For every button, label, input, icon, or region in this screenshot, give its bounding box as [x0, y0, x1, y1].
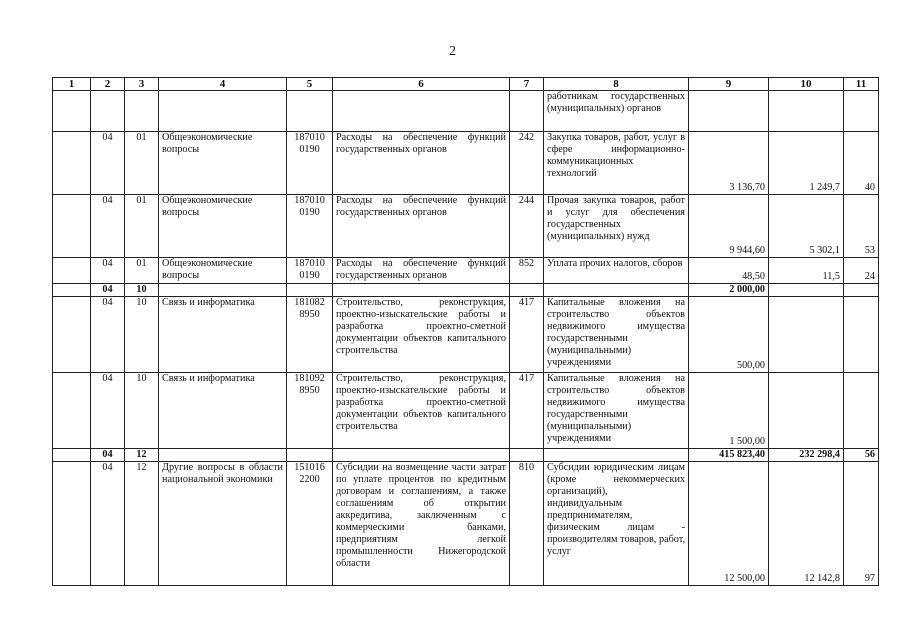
table-cell-col1	[53, 284, 91, 297]
table-cell-col2: 04	[91, 195, 125, 258]
table-cell-col5: 187010 0190	[287, 258, 333, 284]
table-cell-col8: Капитальные вложения на строительство объектов недвижимого имущества государственными (муниципальными) учреждениями	[544, 297, 689, 373]
table-cell-col4: Связь и информатика	[159, 373, 287, 449]
table-cell-col10: 5 302,1	[769, 195, 844, 258]
table-cell-col9: 3 136,70	[689, 132, 769, 195]
table-cell-col2	[91, 91, 125, 132]
header-cell: 11	[844, 78, 879, 91]
table-cell-col7: 852	[510, 258, 544, 284]
table-cell-col2: 04	[91, 462, 125, 586]
header-cell: 5	[287, 78, 333, 91]
table-cell-col10	[769, 284, 844, 297]
table-row	[53, 449, 879, 462]
table-cell-col1	[53, 449, 91, 462]
table-cell-col2: 04	[91, 258, 125, 284]
header-row	[53, 78, 879, 91]
table-cell-col5: 181092 8950	[287, 373, 333, 449]
table-cell-col1	[53, 258, 91, 284]
table-row	[53, 284, 879, 297]
table-cell-col11	[844, 373, 879, 449]
table-cell-col2: 04	[91, 297, 125, 373]
table-cell-col6	[333, 284, 510, 297]
table-cell-col3	[125, 91, 159, 132]
table-cell-col3: 01	[125, 258, 159, 284]
table-cell-col5: 151016 2200	[287, 462, 333, 586]
table-cell-col6: Расходы на обеспечение функций государственных органов	[333, 132, 510, 195]
table-cell-col4: Общеэкономические вопросы	[159, 195, 287, 258]
table-cell-col6: Расходы на обеспечение функций государственных органов	[333, 258, 510, 284]
table-cell-col9: 12 500,00	[689, 462, 769, 586]
budget-table	[52, 77, 879, 586]
table-cell-col3: 10	[125, 297, 159, 373]
table-cell-col3: 01	[125, 132, 159, 195]
table-cell-col2: 04	[91, 373, 125, 449]
table-row	[53, 297, 879, 373]
table-cell-col4: Связь и информатика	[159, 297, 287, 373]
table-cell-col2: 04	[91, 449, 125, 462]
table-cell-col4: Общеэкономические вопросы	[159, 132, 287, 195]
table-cell-col2: 04	[91, 132, 125, 195]
table-cell-col11: 24	[844, 258, 879, 284]
table-cell-col6: Строительство, реконструкция, проектно-изыскательские работы и разработка проектно-сметной документации объектов капитального строительства	[333, 373, 510, 449]
table-cell-col3: 12	[125, 449, 159, 462]
table-cell-col5	[287, 284, 333, 297]
table-cell-col3: 10	[125, 284, 159, 297]
table-cell-col4	[159, 284, 287, 297]
header-cell: 1	[53, 78, 91, 91]
table-cell-col10	[769, 297, 844, 373]
table-cell-col6	[333, 449, 510, 462]
header-cell: 7	[510, 78, 544, 91]
table-cell-col9: 48,50	[689, 258, 769, 284]
table-cell-col5: 181082 8950	[287, 297, 333, 373]
table-cell-col6: Строительство, реконструкция, проектно-изыскательские работы и разработка проектно-сметной документации объектов капитального строительства	[333, 297, 510, 373]
table-row	[53, 91, 879, 132]
header-cell: 4	[159, 78, 287, 91]
table-cell-col7: 242	[510, 132, 544, 195]
table-cell-col7: 810	[510, 462, 544, 586]
table-cell-col8	[544, 284, 689, 297]
header-cell: 9	[689, 78, 769, 91]
table-cell-col1	[53, 91, 91, 132]
table-cell-col7: 244	[510, 195, 544, 258]
table-cell-col4	[159, 91, 287, 132]
table-row	[53, 462, 879, 586]
table-cell-col7: 417	[510, 373, 544, 449]
table-cell-col9: 415 823,40	[689, 449, 769, 462]
table-cell-col9: 500,00	[689, 297, 769, 373]
table-cell-col11: 40	[844, 132, 879, 195]
table-row	[53, 195, 879, 258]
header-cell: 3	[125, 78, 159, 91]
table-cell-col6: Расходы на обеспечение функций государственных органов	[333, 195, 510, 258]
table-cell-col8: Прочая закупка товаров, работ и услуг для обеспечения государственных (муниципальных) нужд	[544, 195, 689, 258]
table-cell-col3: 01	[125, 195, 159, 258]
table-cell-col5: 187010 0190	[287, 195, 333, 258]
table-row	[53, 373, 879, 449]
table-cell-col10: 1 249,7	[769, 132, 844, 195]
table-cell-col3: 12	[125, 462, 159, 586]
table-cell-col1	[53, 195, 91, 258]
table-cell-col8: работникам государственных (муниципальных) органов	[544, 91, 689, 132]
table-cell-col5	[287, 449, 333, 462]
table-cell-col11: 97	[844, 462, 879, 586]
table-cell-col1	[53, 462, 91, 586]
table-cell-col4: Общеэкономические вопросы	[159, 258, 287, 284]
table-cell-col11: 56	[844, 449, 879, 462]
table-cell-col1	[53, 373, 91, 449]
page-number: 2	[449, 44, 456, 59]
table-cell-col4	[159, 449, 287, 462]
table-cell-col2: 04	[91, 284, 125, 297]
table-cell-col9: 1 500,00	[689, 373, 769, 449]
table-cell-col10	[769, 91, 844, 132]
table-cell-col8: Субсидии юридическим лицам (кроме некоммерческих организаций), индивидуальным предпринимателям, физическим лицам - производителям товаров, работ, услуг	[544, 462, 689, 586]
table-cell-col1	[53, 132, 91, 195]
table-cell-col8: Капитальные вложения на строительство объектов недвижимого имущества государственными (муниципальными) учреждениями	[544, 373, 689, 449]
table-cell-col10: 12 142,8	[769, 462, 844, 586]
table-row	[53, 132, 879, 195]
table-cell-col5: 187010 0190	[287, 132, 333, 195]
table-cell-col9: 9 944,60	[689, 195, 769, 258]
table-cell-col7	[510, 449, 544, 462]
table-cell-col3: 10	[125, 373, 159, 449]
table-cell-col11	[844, 91, 879, 132]
table-cell-col10: 11,5	[769, 258, 844, 284]
table-cell-col9: 2 000,00	[689, 284, 769, 297]
table-cell-col4: Другие вопросы в области национальной экономики	[159, 462, 287, 586]
table-cell-col7: 417	[510, 297, 544, 373]
table-cell-col9	[689, 91, 769, 132]
header-cell: 2	[91, 78, 125, 91]
header-cell: 8	[544, 78, 689, 91]
header-cell: 6	[333, 78, 510, 91]
table-cell-col8	[544, 449, 689, 462]
table-cell-col6	[333, 91, 510, 132]
table-cell-col6: Субсидии на возмещение части затрат по уплате процентов по кредитным договорам и соглашениям, а также соглашениям об открытии аккредитива, заключенным с коммерческими банками, предприятиям легкой промышленности Нижегородской области	[333, 462, 510, 586]
table-row	[53, 258, 879, 284]
table-cell-col1	[53, 297, 91, 373]
table-cell-col10	[769, 373, 844, 449]
table-cell-col11	[844, 284, 879, 297]
table-cell-col8: Закупка товаров, работ, услуг в сфере информационно-коммуникационных технологий	[544, 132, 689, 195]
table-cell-col11	[844, 297, 879, 373]
table-cell-col10: 232 298,4	[769, 449, 844, 462]
table-cell-col11: 53	[844, 195, 879, 258]
table-cell-col5	[287, 91, 333, 132]
header-cell: 10	[769, 78, 844, 91]
table-cell-col7	[510, 91, 544, 132]
table-cell-col7	[510, 284, 544, 297]
table-cell-col8: Уплата прочих налогов, сборов	[544, 258, 689, 284]
